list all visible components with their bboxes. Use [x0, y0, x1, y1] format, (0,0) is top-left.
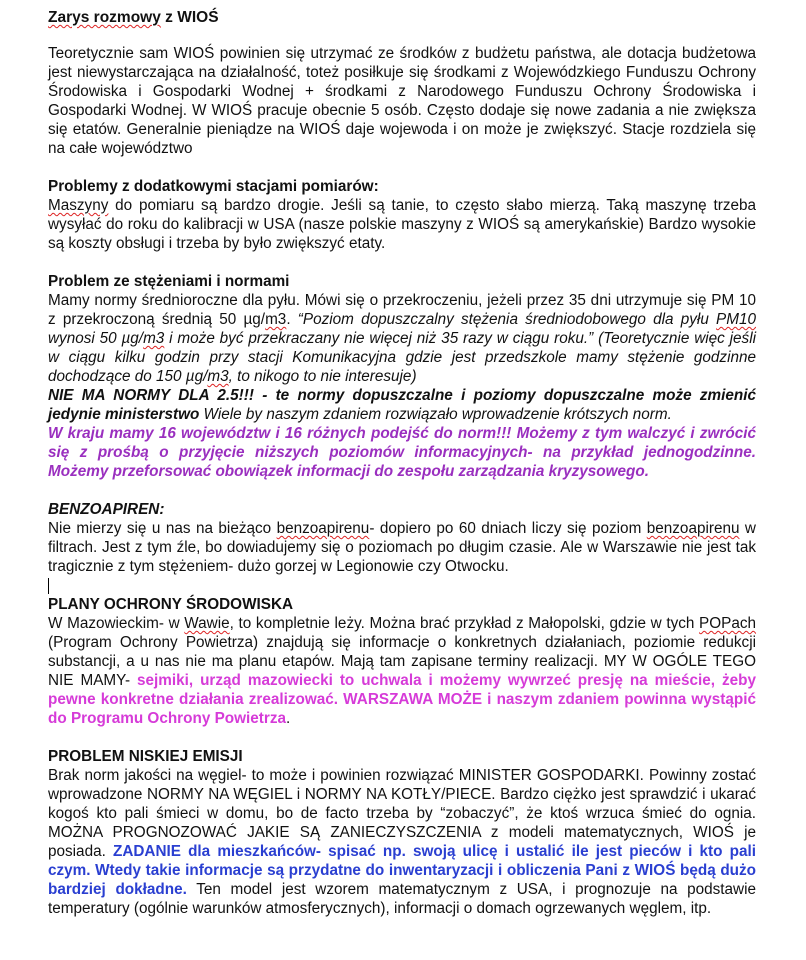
section-heading-norms: Problem ze stężeniami i normami	[48, 273, 290, 290]
quote-pm10: PM10	[716, 311, 756, 328]
emission-paragraph	[48, 766, 756, 918]
section-heading-benzo: BENZOAPIREN:	[48, 501, 165, 518]
plans-b: , to kompletnie leży. Można brać przykład z Małopolski, gdzie w tych	[229, 615, 700, 632]
misspelled-word: Maszyny	[48, 197, 109, 214]
benzo-b: - dopiero po 60 dniach liczy się poziom	[369, 520, 647, 537]
quote-a: “Poziom dopuszczalny stężenia średniodobowego dla pyłu	[297, 311, 717, 328]
benzo-paragraph	[48, 519, 756, 576]
quote-m3: m3	[143, 330, 165, 347]
benzo-a: Nie mierzy się u nas na bieżąco	[48, 520, 277, 537]
plans-paragraph	[48, 614, 756, 728]
norms-paragraph	[48, 291, 756, 386]
unit-m3: m3	[265, 311, 287, 328]
stations-paragraph	[48, 196, 756, 253]
benzo-word-b: benzoapirenu	[646, 520, 740, 537]
norms-text-b: .	[286, 311, 298, 328]
quote-b: wynosi 50 µg/	[48, 330, 144, 347]
section-heading-stations: Problemy z dodatkowymi stacjami pomiarów:	[48, 178, 379, 195]
title-prefix: Zarys rozmowy	[48, 9, 161, 26]
quote-m3-b: m3	[207, 368, 229, 385]
norms-bold: NIE MA NORMY DLA 2.5!!! - te normy dopuszczalne i poziomy dopuszczalne może zmienić jedynie ministerstwo	[48, 387, 756, 423]
emission-blue: ZADANIE dla mieszkańców- spisać np. swoją ulicę i ustalić ile jest pieców i kto pali czym. Wtedy takie informacje są przydatne do inwentaryzacji i obliczenia Pani z WIOŚ będą dużo bardziej dokładne.	[48, 843, 756, 898]
benzo-c: w filtrach. Jest z tym źle, bo dowiadujemy się o poziomach po długim czasie. Ale w Warszawie nie jest tak tragicznie z tym stężeniem- dużo gorzej w Legionowie czy Otwocku.	[48, 520, 756, 575]
norms-text: Mamy normy średnioroczne dla pyłu. Mówi się o przekroczeniu, jeżeli przez 35 dni utrzymuje się PM 10 z przekroczoną średnią 50 µg/	[48, 292, 756, 328]
plans-magenta: sejmiki, urząd mazowiecki to uchwala i możemy wywrzeć presję na mieście, żeby pewne konkretne działania zrealizować. WARSZAWA MOŻE i naszym zdaniem powinna wystąpić do Programu Ochrony Powietrza	[48, 672, 756, 727]
plans-c: (Program Ochrony Powietrza) znajdują się informacje o konkretnych działaniach, poziomie redukcji substancji, a u nas nie ma planu etapów. Mają tam zapisane terminy realizacji. MY W OGÓLE TEGO NIE MAMY-	[48, 634, 756, 689]
plans-popach: POPach	[699, 615, 757, 632]
title-suffix: z WIOŚ	[160, 9, 219, 26]
text-cursor	[48, 578, 49, 594]
plans-a: W Mazowieckim- w	[48, 615, 185, 632]
quote-d: , to nikogo to nie interesuje)	[228, 368, 417, 385]
plans-end: .	[286, 710, 291, 727]
intro-paragraph: Teoretycznie sam WIOŚ powinien się utrzymać ze środków z budżetu państwa, ale dotacja budżetowa jest niewystarczająca na działalność, toteż posiłkuje się środkami z Wojewódzkiego Funduszu Ochrony Środowiska i Gospodarki Wodnej + środkami z Narodowego Funduszu Ochrony Środowiska i Gospodarki Wodnej. W WIOŚ pracuje obecnie 5 osób. Często dodaje się nowe zadania a nie zwiększa się etatów. Generalnie pieniądze na WIOŚ daje wojewoda i on może je zwiększyć. Stacje rozdziela się na całe województwo	[48, 45, 756, 157]
norms-bold-paragraph	[48, 386, 756, 424]
section-heading-plans: PLANY OCHRONY ŚRODOWISKA	[48, 596, 294, 613]
quote-c: i może być przekraczany nie więcej niż 35 razy w ciągu roku.” (Teoretycznie więc jeśli w ciągu kilku godzin przy stacji Komunikacyjna gdzie jest przedszkole mamy stężenie godzinne dochodzące do 150 µg/	[48, 330, 756, 385]
document-title	[48, 8, 756, 27]
stations-text: do pomiaru są bardzo drogie. Jeśli są tanie, to często słabo mierzą. Taką maszynę trzeba wysyłać do roku do kalibracji w USA (nasze polskie maszyny z WIOŚ są amerykańskie) Bardzo wysokie są koszty obsługi i trzeba by było zwiększyć etaty.	[48, 197, 756, 252]
plans-wawa: Wawie	[184, 615, 230, 632]
section-heading-emission: PROBLEM NISKIEJ EMISJI	[48, 748, 243, 765]
norms-purple-paragraph: W kraju mamy 16 województw i 16 różnych podejść do norm!!! Możemy z tym walczyć i zwrócić się z prośbą o przyjęcie niższych poziomów informacyjnych- na przykład jednogodzinne. Możemy przeforsować obowiązek informacji do zespołu zarządzania kryzysowego.	[48, 425, 756, 480]
emission-a: Brak norm jakości na węgiel- to może i powinien rozwiązać MINISTER GOSPODARKI. Powinny zostać wprowadzone NORMY NA WĘGIEL i NORMY NA KOTŁY/PIECE. Bardzo ciężko jest sprawdzić i ukarać kogoś kto pali śmieci w domu, bo de facto trzeba by “zobaczyć”, że ktoś wrzuca śmieć do ognia. MOŻNA PROGNOZOWAĆ JAKIE SĄ ZANIECZYSZCZENIA z modeli matematycznych, WIOŚ je posiada.	[48, 767, 756, 860]
emission-b: Ten model jest wzorem matematycznym z USA, i prognozuje na podstawie temperatury (ogólnie warunków atmosferycznych), informacji o domach ogrzewanych węglem, itp.	[48, 881, 757, 917]
benzo-word: benzoapirenu	[276, 520, 370, 537]
norms-after: Wiele by naszym zdaniem rozwiązało wprowadzenie krótszych norm.	[199, 406, 672, 423]
